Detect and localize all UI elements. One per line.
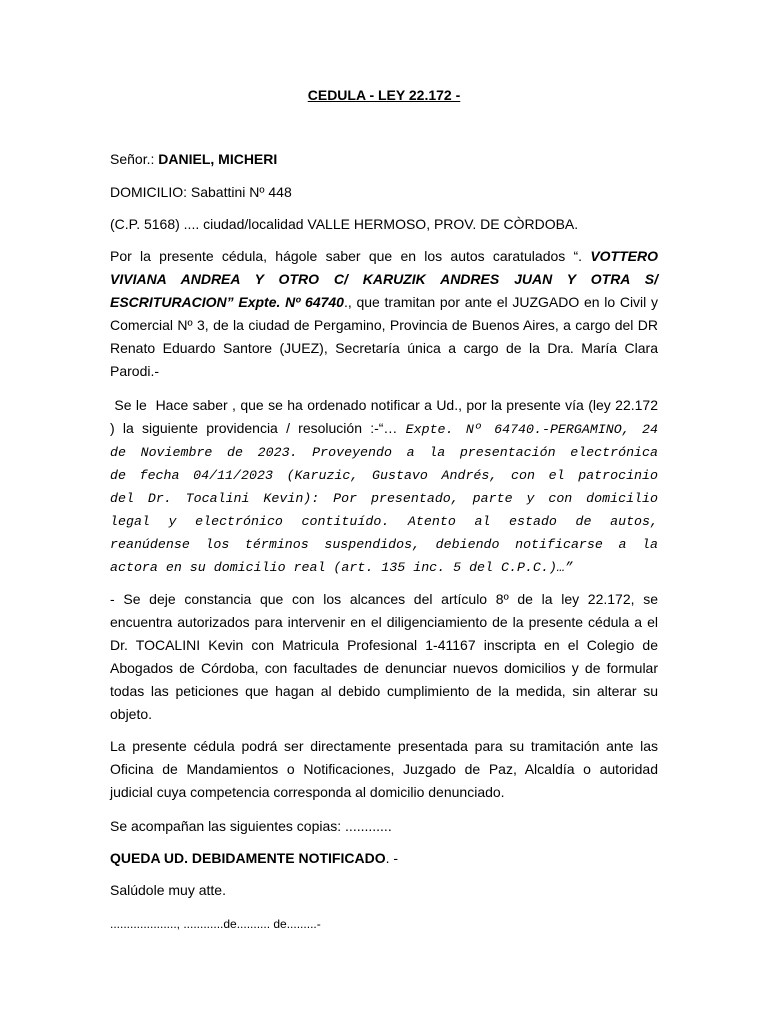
case-title-b: VIVIANA ANDREA Y OTRO C/ KARUZIK ANDRES JUAN Y OTRA S/	[110, 271, 658, 287]
p4-line-3: judicial cuya competencia corresponda al domicilio denunciado.	[110, 784, 505, 800]
notified-bold: QUEDA UD. DEBIDAMENTE NOTIFICADO	[110, 850, 386, 866]
p2-line-5: del Dr. Tocalini Kevin): Por presentado, parte y con domicilio	[110, 491, 658, 506]
p3-line-1: - Se deje constancia que con los alcances del artículo 8º de la ley 22.172, se	[110, 591, 658, 607]
p3-line-3: Dr. TOCALINI Kevin con Matricula Profesional 1-41167 inscripta en el Colegio de	[110, 637, 658, 653]
p1-line-6: Parodi.-	[110, 363, 160, 379]
p2-line-1: Se le Hace saber , que se ha ordenado notificar a Ud., por la presente vía (ley 22.172	[110, 397, 658, 413]
postal-code-line: (C.P. 5168) .... ciudad/localidad VALLE HERMOSO, PROV. DE CÒRDOBA.	[110, 216, 579, 232]
domicilio-line: DOMICILIO: Sabattini Nº 448	[110, 184, 292, 200]
p2-line-2-quote: Expte. Nº 64740.-PERGAMINO, 24	[405, 422, 659, 437]
p4-line-1: La presente cédula podrá ser directamente presentada para su tramitación ante las	[110, 738, 658, 754]
case-title-a: VOTTERO	[590, 248, 658, 264]
addressee-line	[110, 148, 658, 171]
date-signature-line: ...................., ............de.......... de.........-	[110, 917, 321, 931]
p1-rest-c: ., que tramitan por ante el JUZGADO en lo Civil y	[343, 294, 658, 310]
p2-line-4: de fecha 04/11/2023 (Karuzic, Gustavo Andrés, con el patrocinio	[110, 468, 658, 483]
p2-line-3: de Noviembre de 2023. Proveyendo a la presentación electrónica	[110, 445, 658, 460]
p3-line-6: objeto.	[110, 706, 153, 722]
paragraph-authorization	[110, 588, 658, 726]
p2-line-2	[110, 417, 658, 441]
notified-line	[110, 847, 658, 870]
p1-line-5: Renato Eduardo Santore (JUEZ), Secretaría única a cargo de la Dra. María Clara	[110, 340, 658, 356]
document-page	[110, 0, 658, 1024]
closing-line: Salúdole muy atte.	[110, 882, 226, 898]
p1-line-1	[110, 245, 658, 268]
addressee-name: DANIEL, MICHERI	[158, 151, 278, 167]
p2-line-6: legal y electrónico contituído. Atento al estado de autos,	[110, 514, 658, 529]
p3-line-2: encuentra autorizados para intervenir en el diligenciamiento de la presente cédula a el	[110, 614, 658, 630]
p1-line-4: Comercial Nº 3, de la ciudad de Pergamino, Provincia de Buenos Aires, a cargo del DR	[110, 317, 658, 333]
p3-line-4: Abogados de Córdoba, con facultades de denunciar nuevos domicilios y de formular	[110, 660, 658, 676]
document-title: CEDULA - LEY 22.172 -	[307, 87, 461, 103]
p4-line-2: Oficina de Mandamientos o Notificaciones, Juzgado de Paz, Alcaldía o autoridad	[110, 761, 658, 777]
case-title-c: ESCRITURACION” Expte. Nº 64740	[110, 294, 344, 310]
notified-tail: . -	[385, 850, 399, 866]
p3-line-5: todas las peticiones que hagan al debido cumplimiento de la medida, sin alterar su	[110, 683, 658, 699]
p1-line-3	[110, 291, 658, 314]
paragraph-case	[110, 245, 658, 383]
paragraph-resolution	[110, 394, 658, 579]
p1-intro: Por la presente cédula, hágole saber que en los autos caratulados “.	[110, 248, 591, 264]
addressee-label: Señor.:	[110, 151, 159, 167]
copies-line: Se acompañan las siguientes copias: ............	[110, 818, 392, 834]
paragraph-presentation	[110, 735, 658, 804]
p2-line-7: reanúdense los términos suspendidos, debiendo notificarse a la	[110, 537, 658, 552]
p2-line-8: actora en su domicilio real (art. 135 inc. 5 del C.P.C.)…”	[110, 560, 573, 575]
p2-line-2-plain: ) la siguiente providencia / resolución :-“…	[110, 420, 406, 436]
